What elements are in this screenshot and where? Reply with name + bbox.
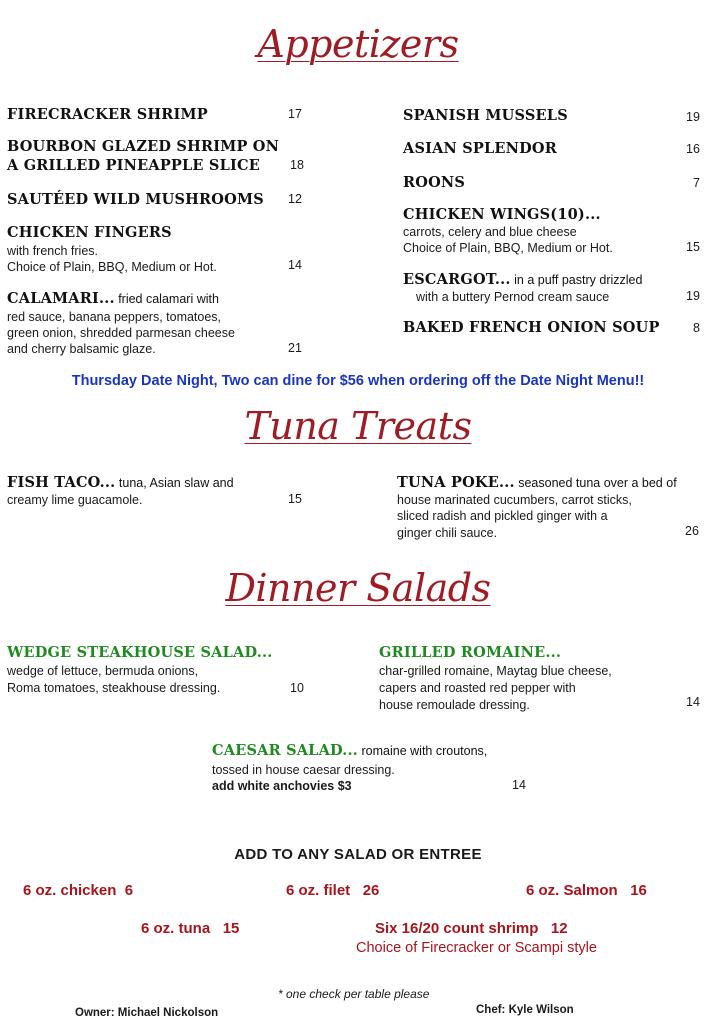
addon-shrimp-note: Choice of Firecracker or Scampi style — [356, 940, 597, 956]
chicken-fingers-name: CHICKEN FINGERS — [7, 224, 172, 241]
calamari-heading — [7, 290, 219, 307]
asian-splendor-price: 16 — [686, 142, 700, 156]
addon-filet-label: 6 oz. filet — [286, 882, 351, 899]
tuna-poke-price: 26 — [685, 524, 699, 538]
spanish-mussels-name: SPANISH MUSSELS — [403, 107, 568, 124]
calamari-name: CALAMARI... — [7, 290, 115, 307]
onion-soup-price: 8 — [693, 321, 700, 335]
spanish-mussels-price: 19 — [686, 110, 700, 124]
addon-shrimp-price: 12 — [550, 920, 568, 937]
calamari-desc-2: green onion, shredded parmesan cheese — [7, 326, 235, 340]
caesar-salad-heading — [212, 742, 487, 759]
firecracker-shrimp-price: 17 — [288, 107, 302, 121]
addon-chicken — [23, 882, 133, 899]
caesar-anchovies-addon: add white anchovies $3 — [212, 779, 352, 793]
addon-shrimp — [375, 920, 568, 937]
appetizers-title: Appetizers — [257, 22, 459, 66]
wedge-salad-price: 10 — [290, 681, 304, 695]
escargot-name: ESCARGOT... — [403, 271, 511, 288]
roons-price: 7 — [693, 176, 700, 190]
roons-name: ROONS — [403, 174, 466, 191]
fish-taco-desc-1: creamy lime guacamole. — [7, 493, 143, 507]
chef-credit: Chef: Kyle Wilson — [476, 1004, 574, 1016]
addon-chicken-price: 6 — [124, 882, 134, 899]
addon-filet-price: 26 — [362, 882, 380, 899]
mushrooms-name: SAUTÉED WILD MUSHROOMS — [7, 191, 264, 208]
tuna-poke-desc-2: sliced radish and pickled ginger with a — [397, 509, 608, 523]
addon-filet — [286, 882, 379, 899]
addon-shrimp-label: Six 16/20 count shrimp — [375, 920, 539, 937]
tuna-poke-name: TUNA POKE... — [397, 474, 515, 491]
chicken-fingers-desc-2: Choice of Plain, BBQ, Medium or Hot. — [7, 260, 217, 274]
escargot-heading — [403, 271, 642, 288]
addon-tuna-price: 15 — [222, 920, 240, 937]
chicken-fingers-price: 14 — [288, 258, 302, 272]
mushrooms-price: 12 — [288, 192, 302, 206]
addon-salmon-label: 6 oz. Salmon — [526, 882, 618, 899]
bourbon-shrimp-price: 18 — [290, 158, 304, 172]
tuna-poke-heading — [397, 474, 677, 491]
caesar-salad-desc-0: romaine with croutons, — [358, 744, 488, 758]
escargot-desc-0: in a puff pastry drizzled — [510, 273, 643, 287]
calamari-desc-3: and cherry balsamic glaze. — [7, 342, 156, 356]
onion-soup-name: BAKED FRENCH ONION SOUP — [403, 319, 660, 336]
addon-salmon — [526, 882, 647, 899]
caesar-salad-desc-1: tossed in house caesar dressing. — [212, 763, 395, 777]
fish-taco-heading — [7, 474, 234, 491]
grilled-romaine-desc-3: house remoulade dressing. — [379, 698, 530, 712]
firecracker-shrimp-name: FIRECRACKER SHRIMP — [7, 106, 208, 123]
calamari-desc-0: fried calamari with — [114, 292, 219, 306]
tuna-treats-title: Tuna Treats — [244, 404, 472, 448]
addon-tuna — [141, 920, 239, 937]
chicken-wings-price: 15 — [686, 240, 700, 254]
grilled-romaine-name: GRILLED ROMAINE... — [379, 644, 562, 661]
grilled-romaine-desc-1: char-grilled romaine, Maytag blue cheese, — [379, 664, 612, 678]
chicken-wings-name: CHICKEN WINGS(10)... — [403, 206, 601, 223]
calamari-desc-1: red sauce, banana peppers, tomatoes, — [7, 310, 222, 324]
chicken-wings-desc-1: carrots, celery and blue cheese — [403, 225, 577, 239]
date-night-banner: Thursday Date Night, Two can dine for $56 when ordering off the Date Night Menu!! — [71, 373, 645, 389]
tuna-poke-desc-0: seasoned tuna over a bed of — [514, 476, 677, 490]
caesar-salad-name: CAESAR SALAD... — [212, 742, 359, 759]
bourbon-shrimp-name-line2: A GRILLED PINEAPPLE SLICE — [7, 157, 260, 174]
fish-taco-desc-0: tuna, Asian slaw and — [115, 476, 234, 490]
calamari-price: 21 — [288, 341, 302, 355]
tuna-poke-desc-3: ginger chili sauce. — [397, 526, 498, 540]
addon-chicken-label: 6 oz. chicken — [23, 882, 117, 899]
grilled-romaine-price: 14 — [686, 695, 700, 709]
asian-splendor-name: ASIAN SPLENDOR — [403, 140, 557, 157]
tuna-poke-desc-1: house marinated cucumbers, carrot sticks, — [397, 493, 632, 507]
escargot-desc-1: with a buttery Pernod cream sauce — [416, 290, 610, 304]
fish-taco-name: FISH TACO... — [7, 474, 116, 491]
addon-tuna-label: 6 oz. tuna — [141, 920, 211, 937]
wedge-salad-desc-1: wedge of lettuce, bermuda onions, — [7, 664, 199, 678]
escargot-price: 19 — [686, 289, 700, 303]
wedge-salad-desc-2: Roma tomatoes, steakhouse dressing. — [7, 681, 221, 695]
caesar-salad-price: 14 — [512, 778, 526, 792]
grilled-romaine-desc-2: capers and roasted red pepper with — [379, 681, 576, 695]
bourbon-shrimp-name-line1: BOURBON GLAZED SHRIMP ON — [7, 138, 280, 155]
one-check-note: * one check per table please — [278, 987, 430, 1001]
chicken-fingers-desc-1: with french fries. — [7, 244, 99, 258]
fish-taco-price: 15 — [288, 492, 302, 506]
addons-heading: ADD TO ANY SALAD OR ENTREE — [234, 846, 482, 863]
chicken-wings-desc-2: Choice of Plain, BBQ, Medium or Hot. — [403, 241, 613, 255]
owner-credit: Owner: Michael Nickolson — [75, 1007, 219, 1019]
addon-salmon-price: 16 — [630, 882, 647, 899]
wedge-salad-name: WEDGE STEAKHOUSE SALAD... — [7, 644, 273, 661]
dinner-salads-title: Dinner Salads — [225, 566, 491, 610]
